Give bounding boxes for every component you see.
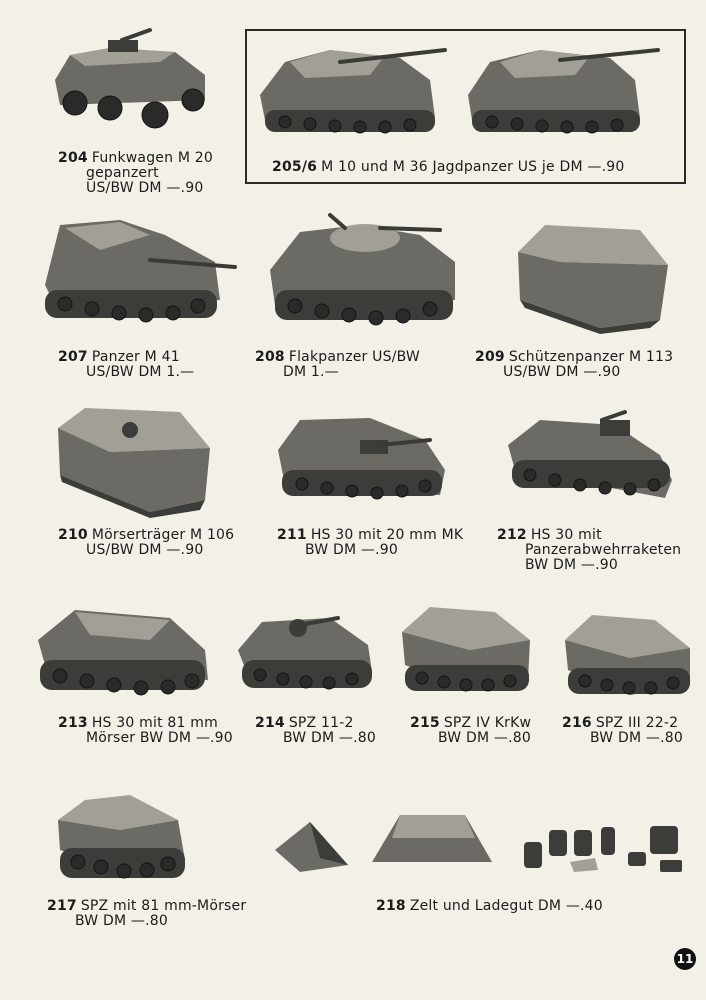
item-title: Mörserträger M 106 — [91, 527, 235, 543]
item-title: Schützenpanzer M 113 — [508, 349, 674, 365]
item-title: HS 30 mit — [530, 527, 602, 543]
item-number: 216 — [562, 715, 592, 731]
item-title: SPZ III 22-2 — [595, 715, 679, 731]
item-number: 210 — [58, 527, 88, 543]
item-price: BW DM —.80 — [75, 913, 168, 929]
item-number: 215 — [410, 715, 440, 731]
item-number: 204 — [58, 150, 88, 166]
item-number: 213 — [58, 715, 88, 731]
item-price: US/BW DM —.90 — [86, 180, 204, 196]
item-title: Funkwagen M 20 — [91, 150, 213, 166]
item-number: 208 — [255, 349, 285, 365]
item-price: Mörser BW DM —.90 — [86, 730, 233, 746]
item-title: Flakpanzer US/BW — [288, 349, 420, 365]
item-number: 207 — [58, 349, 88, 365]
item-title: SPZ mit 81 mm-Mörser — [80, 898, 247, 914]
item-price: BW DM —.90 — [525, 557, 618, 573]
item-number: 212 — [497, 527, 527, 543]
item-title: HS 30 mit 81 mm — [91, 715, 218, 731]
caption-218 — [376, 899, 603, 914]
item-price: BW DM —.80 — [283, 730, 376, 746]
item-title: SPZ 11-2 — [288, 715, 354, 731]
item-number: 209 — [475, 349, 505, 365]
item-price: US/BW DM —.90 — [86, 542, 204, 558]
item-price: DM 1.— — [283, 364, 339, 380]
item-number: 205/6 — [272, 159, 318, 175]
item-title: SPZ IV KrKw — [443, 715, 532, 731]
item-title: M 10 und M 36 Jagdpanzer US je DM —.90 — [321, 159, 625, 175]
item-price: BW DM —.80 — [590, 730, 683, 746]
item-price: US/BW DM 1.— — [86, 364, 195, 380]
item-number: 217 — [47, 898, 77, 914]
item-number: 218 — [376, 898, 406, 914]
item-title: Zelt und Ladegut DM —.40 — [409, 898, 603, 914]
item-subtitle: Panzerabwehrraketen — [525, 542, 682, 558]
item-title: HS 30 mit 20 mm MK — [310, 527, 464, 543]
item-price: BW DM —.80 — [438, 730, 531, 746]
item-title: Panzer M 41 — [91, 349, 180, 365]
page-number: 11 — [674, 948, 696, 970]
item-price: US/BW DM —.90 — [503, 364, 621, 380]
item-price: BW DM —.90 — [305, 542, 398, 558]
item-number: 214 — [255, 715, 285, 731]
item-number: 211 — [277, 527, 307, 543]
item-subtitle: gepanzert — [86, 165, 159, 181]
